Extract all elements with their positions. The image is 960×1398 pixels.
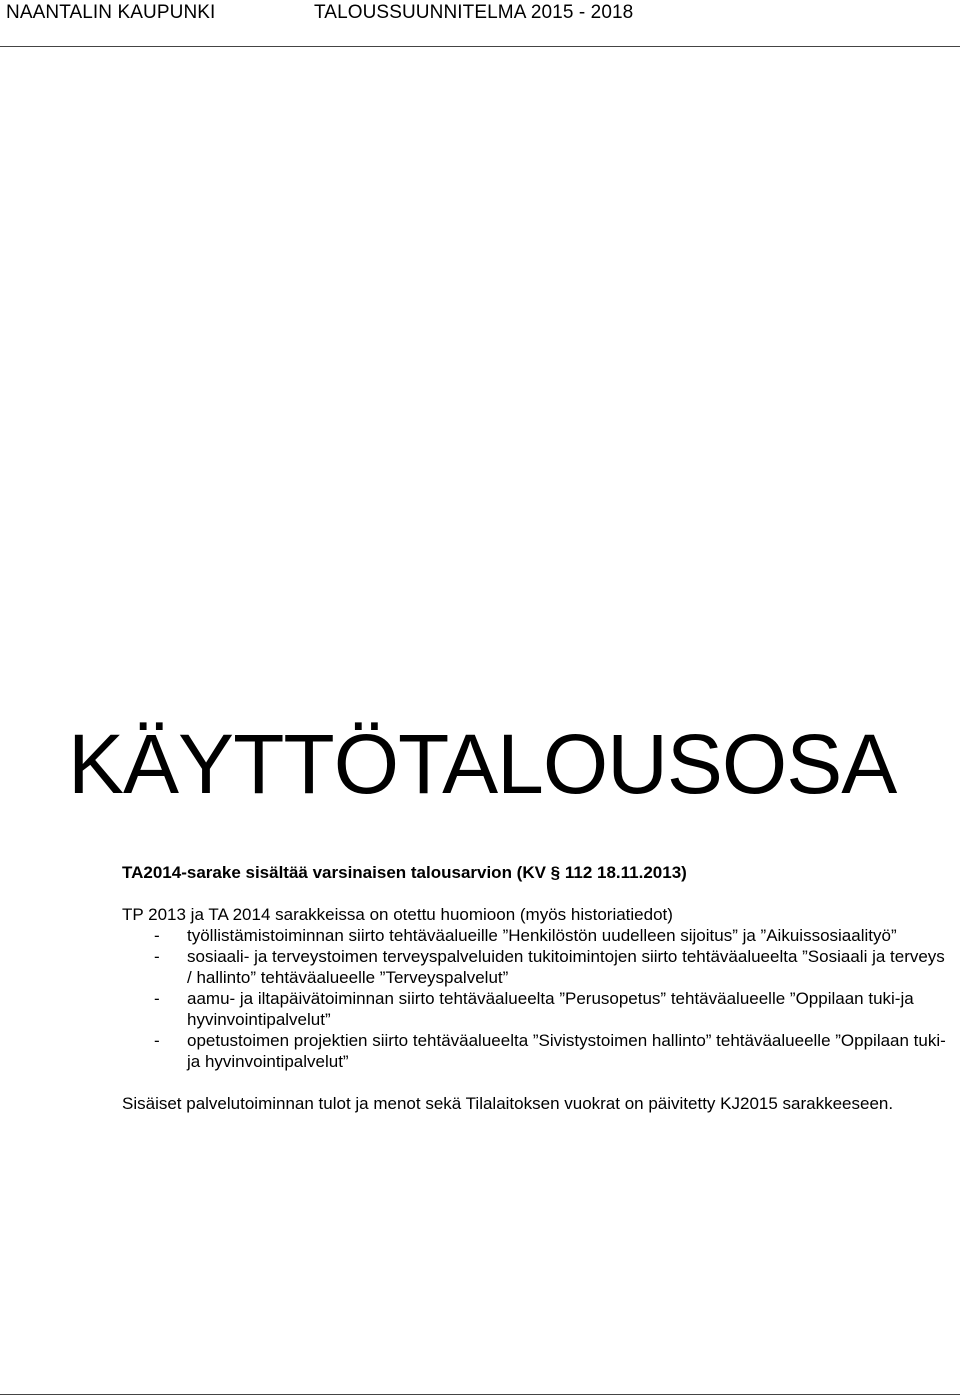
main-title: KÄYTTÖTALOUSOSA [68, 717, 897, 811]
list-item [122, 1030, 952, 1072]
list-item [122, 988, 952, 1030]
list-item-text: sosiaali- ja terveystoimen terveyspalveluiden tukitoimintojen siirto tehtäväalueelta ”Sosiaali ja terveys / hallinto” tehtäväalueelle ”Terveyspalvelut” [187, 947, 945, 987]
plan-title: TALOUSSUUNNITELMA 2015 - 2018 [314, 2, 634, 23]
list-dash: - [154, 947, 160, 966]
list-item-text: työllistämistoiminnan siirto tehtäväalueille ”Henkilöstön uudelleen sijoitus” ja ”Aikuissosiaalityö” [187, 926, 897, 945]
content-section [122, 862, 952, 1114]
list-item [122, 925, 952, 946]
change-list [122, 925, 952, 1072]
list-item [122, 946, 952, 988]
budget-note: TA2014-sarake sisältää varsinaisen talousarvion (KV § 112 18.11.2013) [122, 863, 687, 882]
list-item-text: aamu- ja iltapäivätoiminnan siirto tehtäväalueelta ”Perusopetus” tehtäväalueelle ”Oppilaan tuki-ja hyvinvointipalvelut” [187, 989, 914, 1029]
page-header [0, 0, 960, 47]
organization-name: NAANTALIN KAUPUNKI [6, 2, 216, 23]
list-dash: - [154, 926, 160, 945]
intro-text: TP 2013 ja TA 2014 sarakkeissa on otettu huomioon (myös historiatiedot) [122, 905, 673, 924]
list-dash: - [154, 989, 160, 1008]
footer-rule [0, 1394, 960, 1395]
closing-text: Sisäiset palvelutoiminnan tulot ja menot sekä Tilalaitoksen vuokrat on päivitetty KJ2015 sarakkeeseen. [122, 1094, 894, 1113]
list-dash: - [154, 1031, 160, 1050]
list-item-text: opetustoimen projektien siirto tehtäväalueelta ”Sivistystoimen hallinto” tehtäväalueelle ”Oppilaan tuki-ja hyvinvointipalvelut” [187, 1031, 946, 1071]
